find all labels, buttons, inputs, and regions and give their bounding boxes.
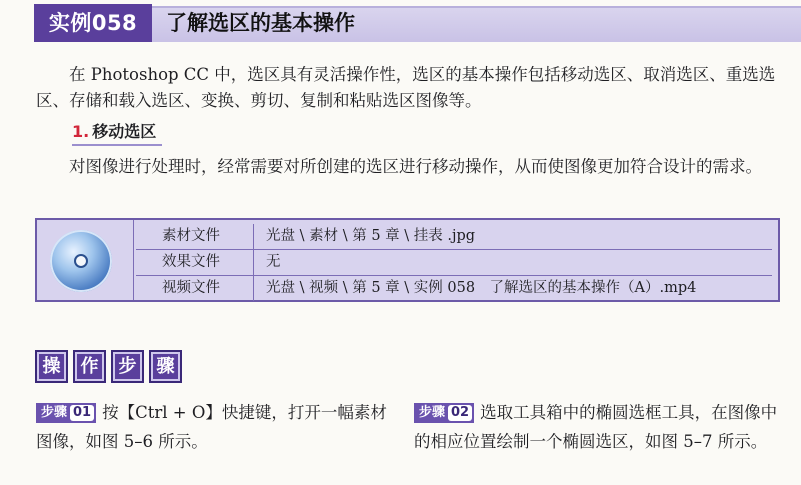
- resource-label: 视频文件: [162, 280, 220, 296]
- step-text: 选取工具箱中的椭圆选框工具，在图像中的相应位置绘制一个椭圆选区，如图 5–7 所示。: [414, 403, 778, 451]
- operation-steps-heading: [35, 350, 187, 382]
- section-paragraph: 对图像进行处理时，经常需要对所创建的选区进行移动操作，从而使图像更加符合设计的需求。: [69, 157, 762, 176]
- ops-heading-char: 操: [35, 350, 68, 383]
- section-number: 1.: [72, 122, 90, 141]
- step-badge-label: 步骤: [41, 405, 68, 420]
- section-title: 移动选区: [92, 122, 157, 141]
- resource-label: 素材文件: [162, 228, 220, 244]
- info-divider: [133, 220, 134, 300]
- row-separator: [253, 224, 254, 249]
- ops-heading-char: 步: [111, 350, 144, 383]
- example-tag: 实例058: [34, 4, 152, 42]
- step-01: [36, 398, 391, 456]
- resource-table: [136, 224, 772, 301]
- resource-row: [136, 276, 772, 301]
- page-title: 了解选区的基本操作: [166, 11, 355, 35]
- resource-value: 无: [266, 254, 281, 270]
- step-badge: [36, 403, 96, 423]
- ops-heading-char: 骤: [149, 350, 182, 383]
- section-heading: [72, 120, 162, 146]
- resource-value: 光盘 \ 素材 \ 第 5 章 \ 挂表 .jpg: [266, 228, 476, 244]
- step-text: 按【Ctrl + O】快捷键，打开一幅素材图像，如图 5–6 所示。: [36, 403, 387, 451]
- intro-paragraph: 在 Photoshop CC 中，选区具有灵活操作性，选区的基本操作包括移动选区、取消选区、重选选区、存储和载入选区、变换、剪切、复制和粘贴选区图像等。: [36, 65, 776, 110]
- step-badge-number: 01: [70, 405, 94, 421]
- disc-hole: [74, 254, 88, 268]
- resource-label: 效果文件: [162, 254, 220, 270]
- step-badge-label: 步骤: [419, 405, 446, 420]
- step-badge-number: 02: [448, 405, 472, 421]
- row-separator: [253, 250, 254, 275]
- step-02: [414, 398, 784, 456]
- row-separator: [253, 276, 254, 301]
- resource-value: 光盘 \ 视频 \ 第 5 章 \ 实例 058 了解选区的基本操作（A）.mp4: [266, 280, 697, 296]
- resource-info-box: [35, 218, 780, 302]
- resource-row: [136, 250, 772, 276]
- ops-heading-char: 作: [73, 350, 106, 383]
- step-badge: [414, 403, 474, 423]
- disc-icon: [50, 230, 112, 292]
- resource-row: [136, 224, 772, 250]
